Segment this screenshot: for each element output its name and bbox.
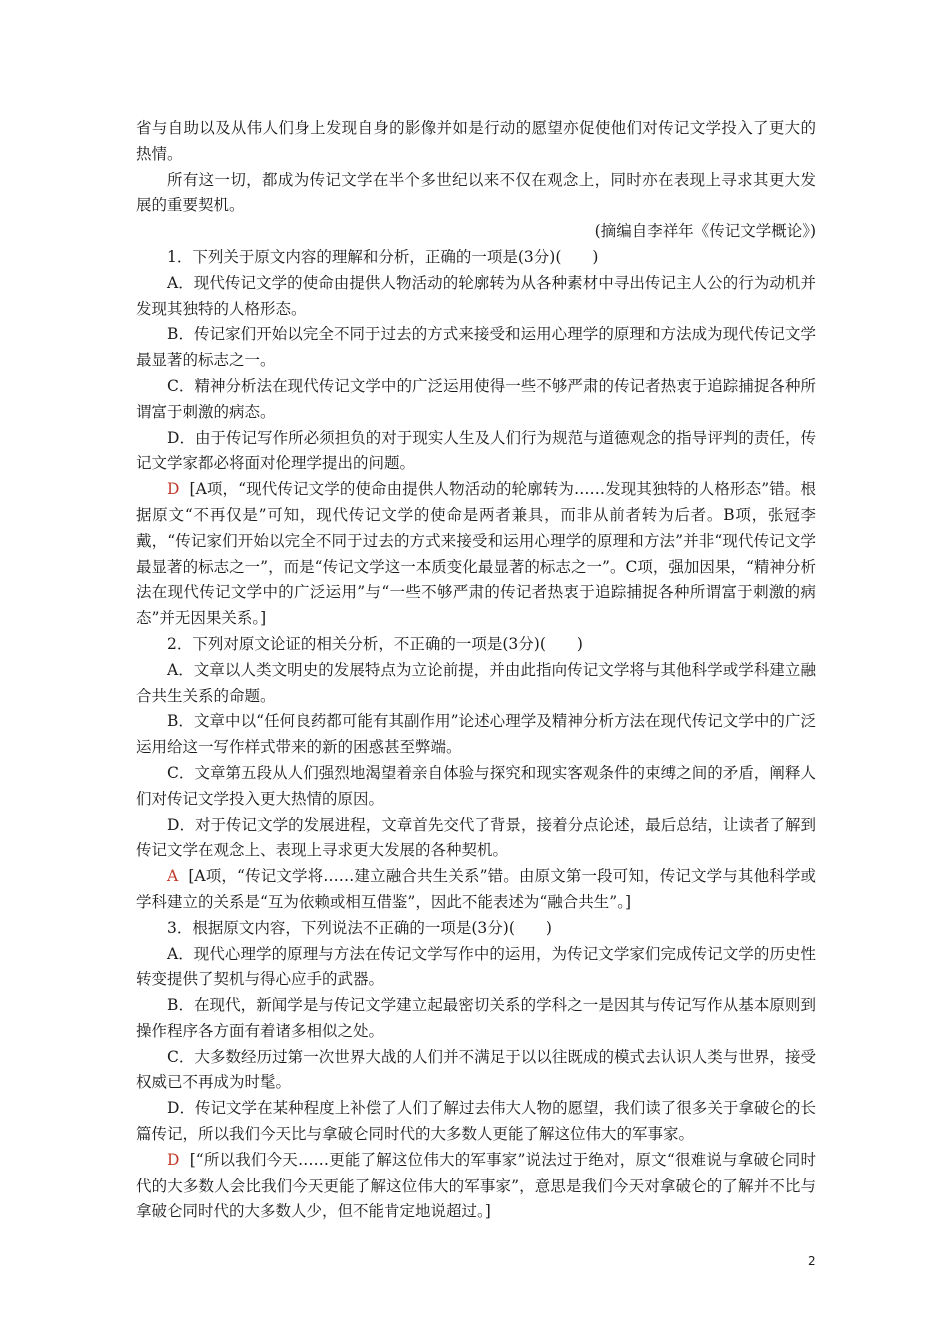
question-stem: 3．根据原文内容，下列说法不正确的一项是(3分)( ) bbox=[167, 918, 552, 937]
option-a: A．现代心理学的原理与方法在传记文学写作中的运用，为传记文学家们完成传记文学的历史性转变提供了契机与得心应手的武器。 bbox=[136, 944, 816, 989]
option-d: D．对于传记文学的发展进程，文章首先交代了背景，接着分点论述，最后总结，让读者了解到传记文学在观念上、表现上寻求更大发展的各种契机。 bbox=[136, 815, 816, 860]
answer-letter: D bbox=[167, 1150, 180, 1169]
option-a: A．现代传记文学的使命由提供人物活动的轮廓转为从各种素材中寻出传记主人公的行为动机并发现其独特的人格形态。 bbox=[136, 273, 816, 318]
option-d: D．由于传记写作所必须担负的对于现实人生及人们行为规范与道德观念的指导评判的责任，传记文学家都必将面对伦理学提出的问题。 bbox=[136, 428, 816, 473]
option-a: A．文章以人类文明史的发展特点为立论前提，并由此指向传记文学将与其他科学或学科建立融合共生关系的命题。 bbox=[136, 660, 816, 705]
passage-paragraph: 省与自助以及从伟人们身上发现自身的影像并如是行动的愿望亦促使他们对传记文学投入了更大的热情。 bbox=[136, 119, 816, 163]
answer-explanation bbox=[136, 1148, 816, 1225]
page-content bbox=[136, 116, 816, 1225]
answer-letter: A bbox=[167, 867, 179, 886]
source-citation: (摘编自李祥年《传记文学概论》) bbox=[594, 222, 816, 241]
option-b: B．传记家们开始以完全不同于过去的方式来接受和运用心理学的原理和方法成为现代传记文学最显著的标志之一。 bbox=[136, 325, 816, 370]
option-b: B．在现代，新闻学是与传记文学建立起最密切关系的学科之一是因其与传记写作从基本原则到操作程序各方面有着诸多相似之处。 bbox=[136, 996, 816, 1040]
option-d: D．传记文学在某种程度上补偿了人们了解过去伟大人物的愿望，我们读了很多关于拿破仑的长篇传记，所以我们今天比与拿破仑同时代的大多数人更能了解这位伟大的军事家。 bbox=[136, 1099, 816, 1144]
answer-letter: D bbox=[167, 480, 180, 499]
option-b: B．文章中以“任何良药都可能有其副作用”论述心理学及精神分析方法在现代传记文学中的广泛运用给这一写作样式带来的新的困惑甚至弊端。 bbox=[136, 712, 816, 757]
answer-explanation bbox=[136, 477, 816, 632]
passage-paragraph: 所有这一切，都成为传记文学在半个多世纪以来不仅在观念上，同时亦在表现上寻求其更大发展的重要契机。 bbox=[136, 170, 816, 215]
page-number: 2 bbox=[808, 1254, 816, 1268]
explanation-text: [A项，“传记文学将……建立融合共生关系”错。由原文第一段可知，传记文学与其他科学或学科建立的关系是“互为依赖或相互借鉴”，因此不能表述为“融合共生”。] bbox=[136, 867, 816, 911]
option-c: C．精神分析法在现代传记文学中的广泛运用使得一些不够严肃的传记者热衷于追踪捕捉各种所谓富于刺激的病态。 bbox=[136, 376, 816, 421]
explanation-text: [A项，“现代传记文学的使命由提供人物活动的轮廓转为……发现其独特的人格形态”错。根据原文“不再仅是”可知，现代传记文学的使命是两者兼具，而非从前者转为后者。B项，张冠李戴，“传记家们开始以完全不同于过去的方式来接受和运用心理学的原理和方法”并非“现代传记文学最显著的标志之一”，而是“传记文学这一本质变化最显著的标志之一”。C项，强加因果，“精神分析法在现代传记文学中的广泛运用”与“一些不够严肃的传记者热衷于追踪捕捉各种所谓富于刺激的病态”并无因果关系。] bbox=[136, 480, 817, 628]
explanation-text: [“所以我们今天……更能了解这位伟大的军事家”说法过于绝对，原文“很难说与拿破仑同时代的大多数人会比我们今天更能了解这位伟大的军事家”，意思是我们今天对拿破仑的了解并不比与拿破仑同时代的大多数人少，但不能肯定地说超过。] bbox=[136, 1150, 817, 1221]
option-c: C．大多数经历过第一次世界大战的人们并不满足于以以往既成的模式去认识人类与世界，接受权威已不再成为时髦。 bbox=[136, 1047, 816, 1092]
question-stem: 2．下列对原文论证的相关分析，不正确的一项是(3分)( ) bbox=[167, 634, 583, 653]
answer-explanation bbox=[136, 864, 816, 916]
question-stem: 1．下列关于原文内容的理解和分析，正确的一项是(3分)( ) bbox=[167, 247, 599, 266]
option-c: C．文章第五段从人们强烈地渴望着亲自体验与探究和现实客观条件的束缚之间的矛盾，阐释人们对传记文学投入更大热情的原因。 bbox=[136, 763, 816, 808]
